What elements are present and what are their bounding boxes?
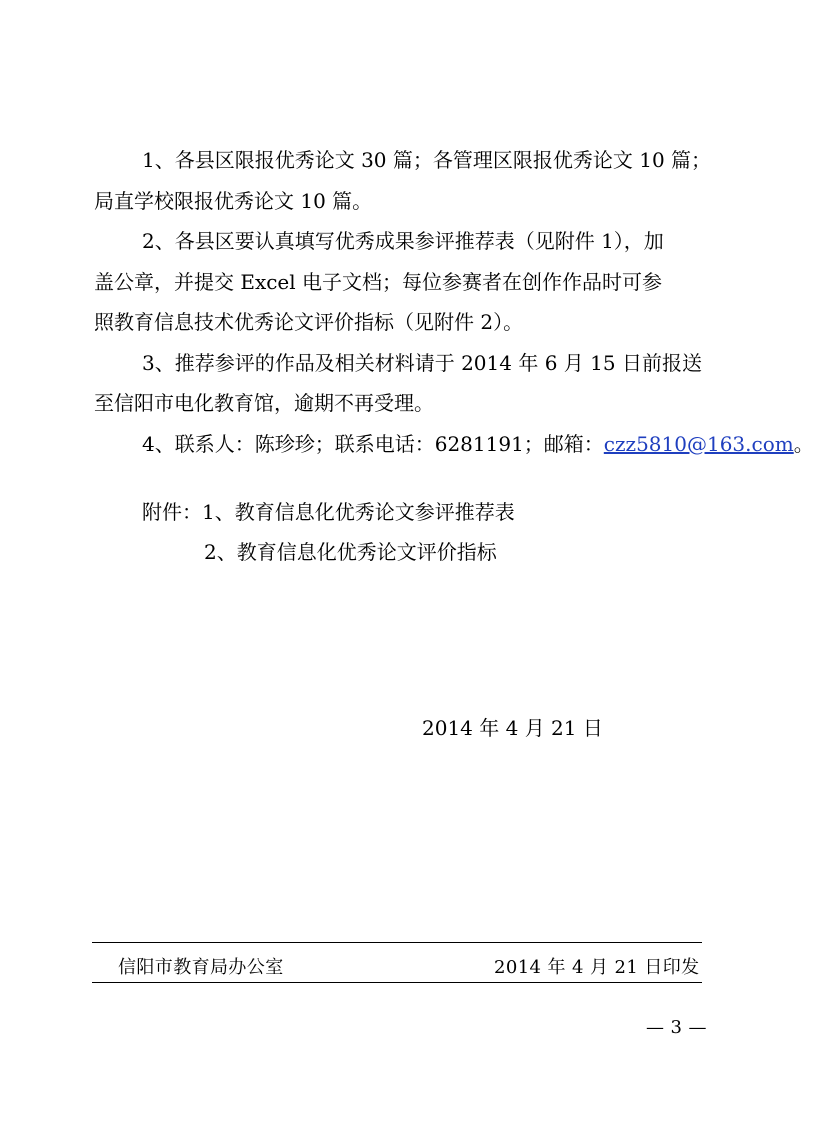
paragraph-4-contact [142, 430, 814, 458]
attachment-line-1 [142, 498, 515, 526]
document-date: 2014 年 4 月 21 日 [422, 716, 603, 740]
paragraph-2-line-2: 盖公章，并提交 Excel 电子文档；每位参赛者在创作作品时可参 [94, 270, 663, 294]
paragraph-2-line-3: 照教育信息技术优秀论文评价指标（见附件 2）。 [94, 310, 524, 334]
contact-suffix: 。 [793, 432, 814, 456]
footer-office: 信阳市教育局办公室 [118, 957, 284, 978]
page-number: — 3 — [646, 1017, 707, 1038]
attachment-label: 附件： [142, 500, 202, 524]
contact-text: 4、联系人：陈珍珍；联系电话：6281191；邮箱： [142, 432, 604, 456]
paragraph-2-line-1: 2、各县区要认真填写优秀成果参评推荐表（见附件 1），加 [142, 229, 664, 253]
footer-top-rule [92, 942, 702, 943]
paragraph-3-line-1: 3、推荐参评的作品及相关材料请于 2014 年 6 月 15 日前报送 [142, 351, 702, 375]
paragraph-1-line-2: 局直学校限报优秀论文 10 篇。 [94, 189, 373, 213]
attachment-item-1: 1、教育信息化优秀论文参评推荐表 [202, 500, 515, 524]
paragraph-3-line-2: 至信阳市电化教育馆，逾期不再受理。 [94, 391, 434, 415]
paragraph-1-line-1: 1、各县区限报优秀论文 30 篇；各管理区限报优秀论文 10 篇； [142, 148, 712, 172]
attachment-item-2: 2、教育信息化优秀论文评价指标 [204, 540, 497, 564]
email-link[interactable]: czz5810@163.com [603, 432, 794, 456]
attachment-line-2 [204, 538, 497, 566]
footer-bottom-rule [92, 982, 702, 983]
footer-issue-date: 2014 年 4 月 21 日印发 [494, 957, 700, 978]
